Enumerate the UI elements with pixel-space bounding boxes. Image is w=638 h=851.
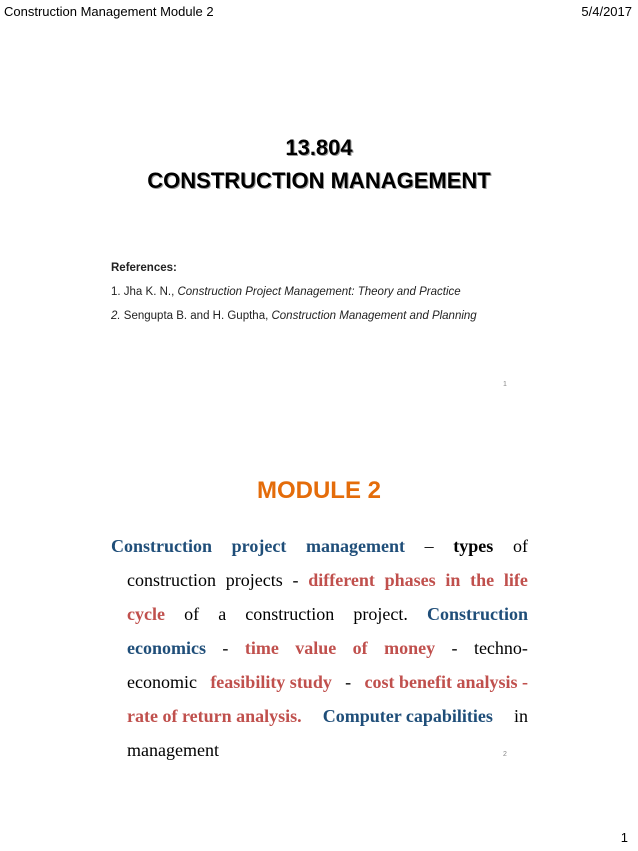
word: project — [231, 536, 287, 556]
word: - — [451, 638, 458, 658]
word: Construction — [426, 604, 528, 624]
slide-number-1: 1 — [503, 381, 507, 388]
course-title: CONSTRUCTION MANAGEMENT — [147, 168, 491, 193]
reference-2-author: Sengupta B. and H. Guptha, — [120, 310, 272, 322]
reference-1-title: Construction Project Management: Theory and Practice — [177, 286, 461, 298]
word: Computer capabilities — [322, 706, 493, 726]
desc-line-7 — [127, 740, 219, 761]
word: economic — [127, 672, 197, 692]
reference-2 — [111, 310, 477, 322]
word: management — [305, 536, 405, 556]
module-title: MODULE 2 — [256, 477, 381, 504]
word: - — [222, 638, 229, 658]
word: cycle — [127, 604, 165, 624]
word: the — [470, 570, 495, 590]
header-title: Construction Management Module 2 — [4, 4, 214, 19]
word: economics — [127, 638, 206, 658]
word: types — [453, 536, 494, 556]
desc-line-5 — [127, 672, 528, 693]
word: money — [384, 638, 436, 658]
word: construction — [245, 604, 335, 624]
word: different — [308, 570, 375, 590]
reference-1 — [111, 286, 477, 298]
reference-2-title: Construction Management and Planning — [271, 310, 477, 322]
desc-line-2 — [127, 570, 528, 591]
word: project. — [353, 604, 408, 624]
word: of — [352, 638, 368, 658]
references-label: References: — [111, 262, 177, 274]
word: techno- — [473, 638, 528, 658]
word: – — [424, 536, 434, 556]
desc-line-1 — [111, 536, 528, 557]
desc-line-3 — [127, 604, 528, 625]
word: in — [513, 706, 528, 726]
word: - — [292, 570, 299, 590]
word: phases — [384, 570, 436, 590]
reference-2-number: 2. — [111, 310, 121, 322]
page-number: 1 — [620, 830, 628, 845]
course-code: 13.804 — [285, 135, 353, 160]
desc-line-4 — [127, 638, 528, 659]
word: of — [512, 536, 528, 556]
word: of — [184, 604, 200, 624]
word: projects — [225, 570, 283, 590]
word: value — [295, 638, 337, 658]
word: Construction — [111, 536, 213, 556]
word: feasibility study — [210, 672, 332, 692]
header-date: 5/4/2017 — [581, 4, 632, 19]
desc-line-6 — [127, 706, 528, 727]
word: construction — [127, 570, 216, 590]
word: cost benefit analysis - — [364, 672, 528, 692]
word: rate of return analysis. — [127, 706, 302, 726]
word: time — [244, 638, 279, 658]
word: life — [503, 570, 528, 590]
reference-1-author: 1. Jha K. N., — [111, 286, 178, 298]
word: - — [345, 672, 352, 692]
word: in — [445, 570, 461, 590]
slide-number-2: 2 — [503, 751, 507, 758]
word: a — [218, 604, 227, 624]
references — [111, 262, 477, 334]
word: management — [127, 740, 219, 760]
